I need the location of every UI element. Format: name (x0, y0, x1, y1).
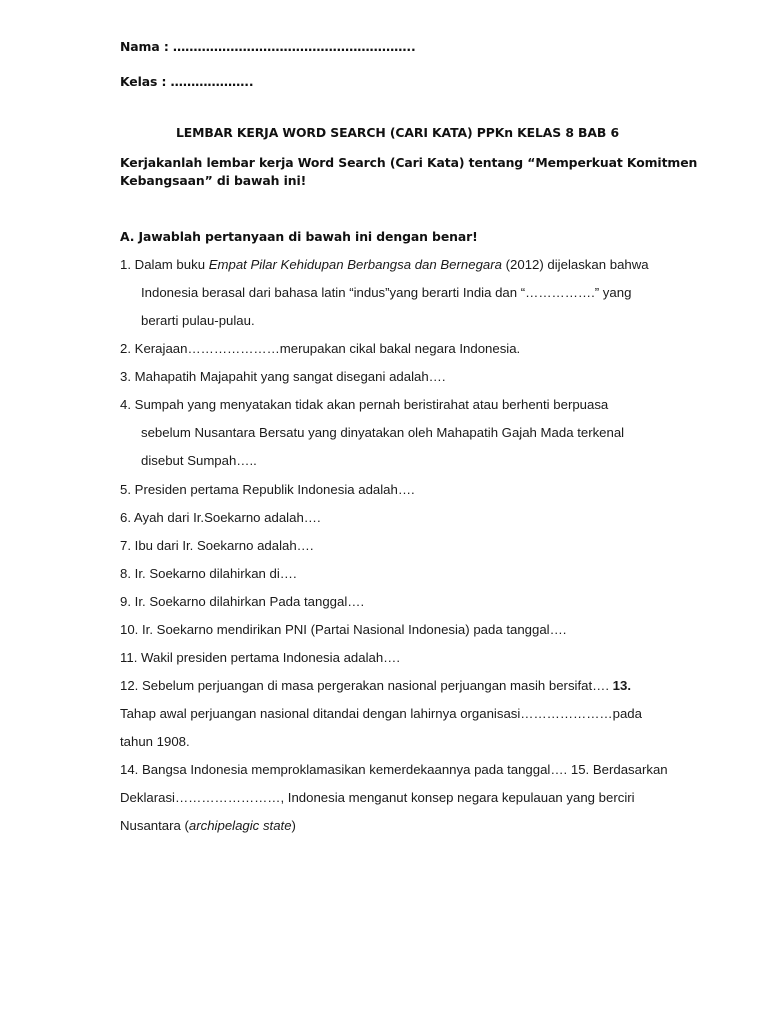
question-number: 6. (120, 510, 131, 525)
question-number: 4. (120, 397, 131, 412)
question-number: 1. (120, 257, 131, 272)
question-4-line-3: disebut Sumpah….. (141, 453, 257, 468)
question-number: 11. (120, 650, 138, 665)
question-1-line-2: Indonesia berasal dari bahasa latin “indus”yang berarti India dan “…………….” yang (141, 285, 632, 300)
question-15-line-3: Nusantara (archipelagic state) (120, 818, 296, 833)
name-field: Nama : ………………………………………………….. (120, 39, 416, 54)
question-3: 3. Mahapatih Majapahit yang sangat disegani adalah…. (120, 369, 446, 384)
question-number: 8. (120, 566, 131, 581)
question-number: 7. (120, 538, 131, 553)
question-number: 15. (570, 762, 590, 777)
question-13-line-2: Tahap awal perjuangan nasional ditandai dengan lahirnya organisasi…………………pada (120, 706, 642, 721)
question-8: 8. Ir. Soekarno dilahirkan di…. (120, 566, 297, 581)
book-title: Empat Pilar Kehidupan Berbangsa dan Bernegara (208, 257, 502, 272)
instruction-line-2: Kebangsaan” di bawah ini! (120, 173, 307, 188)
question-10: 10. Ir. Soekarno mendirikan PNI (Partai Nasional Indonesia) pada tanggal…. (120, 622, 567, 637)
question-9: 9. Ir. Soekarno dilahirkan Pada tanggal…. (120, 594, 365, 609)
question-4-line-1: 4. Sumpah yang menyatakan tidak akan pernah beristirahat atau berhenti berpuasa (120, 397, 609, 412)
section-a-heading: A. Jawablah pertanyaan di bawah ini dengan benar! (120, 229, 478, 244)
question-1-line-3: berarti pulau-pulau. (141, 313, 255, 328)
instruction-line-1: Kerjakanlah lembar kerja Word Search (Cari Kata) tentang “Memperkuat Komitmen (120, 155, 698, 170)
question-7: 7. Ibu dari Ir. Soekarno adalah…. (120, 538, 314, 553)
question-number: 12. (120, 678, 139, 693)
question-12-line-1: 12. Sebelum perjuangan di masa pergerakan nasional perjuangan masih bersifat…. 13. (120, 678, 631, 693)
question-4-line-2: sebelum Nusantara Bersatu yang dinyatakan oleh Mahapatih Gajah Mada terkenal (141, 425, 625, 440)
question-number: 9. (120, 594, 131, 609)
question-14-line-1: 14. Bangsa Indonesia memproklamasikan kemerdekaannya pada tanggal…. 15. Berdasarkan (120, 762, 668, 777)
question-15-line-2: Deklarasi……………………, Indonesia menganut konsep negara kepulauan yang berciri (120, 790, 635, 805)
question-2: 2. Kerajaan…………………merupakan cikal bakal negara Indonesia. (120, 341, 521, 356)
question-1-line-1: 1. Dalam buku Empat Pilar Kehidupan Berbangsa dan Bernegara (2012) dijelaskan bahwa (120, 257, 649, 272)
class-field: Kelas : ……………….. (120, 74, 254, 89)
question-number: 14. (120, 762, 139, 777)
question-5: 5. Presiden pertama Republik Indonesia adalah…. (120, 482, 415, 497)
question-number: 5. (120, 482, 131, 497)
question-13-line-3: tahun 1908. (120, 734, 190, 749)
question-11: 11. Wakil presiden pertama Indonesia adalah…. (120, 650, 401, 665)
question-number: 10. (120, 622, 139, 637)
italic-term: archipelagic state (188, 818, 292, 833)
question-6: 6. Ayah dari Ir.Soekarno adalah…. (120, 510, 321, 525)
page-title: LEMBAR KERJA WORD SEARCH (CARI KATA) PPKn KELAS 8 BAB 6 (176, 125, 619, 140)
question-number: 2. (120, 341, 131, 356)
question-number: 3. (120, 369, 131, 384)
question-number: 13. (612, 678, 631, 693)
